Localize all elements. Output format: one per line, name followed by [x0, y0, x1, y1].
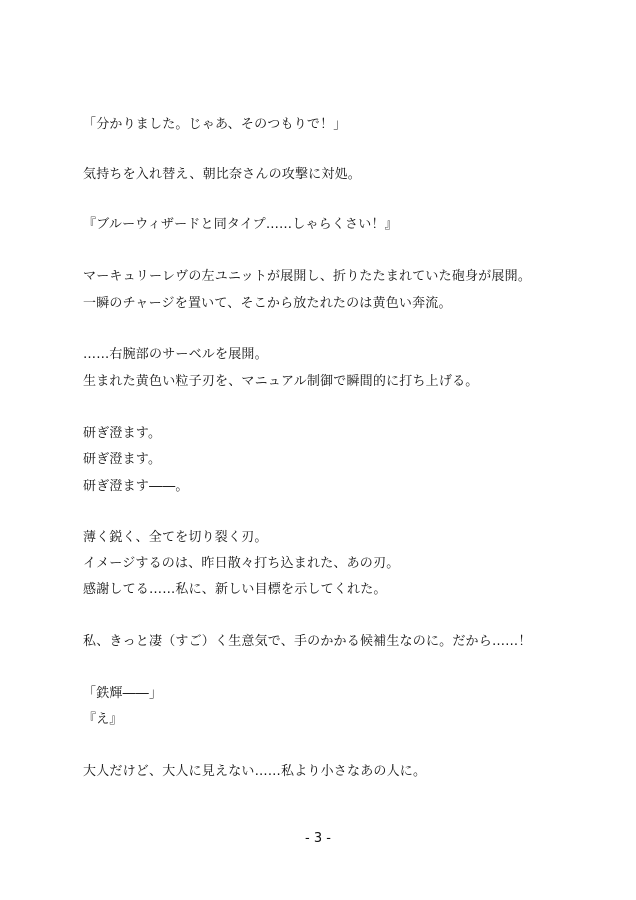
- body-line: 『え』: [83, 712, 123, 727]
- body-line: 感謝してる……私に、新しい目標を示してくれた。: [83, 582, 387, 597]
- body-line: イメージするのは、昨日散々打ち込まれた、あの刃。: [83, 556, 400, 571]
- body-line: 生まれた黄色い粒子刃を、マニュアル制御で瞬間的に打ち上げる。: [83, 374, 479, 389]
- body-line: マーキュリーレヴの左ユニットが展開し、折りたたまれていた砲身が展開。: [83, 269, 532, 284]
- body-line: 薄く鋭く、全てを切り裂く刃。: [83, 530, 268, 545]
- page-number: - 3 -: [305, 831, 331, 846]
- body-line: ……右腕部のサーベルを展開。: [83, 347, 268, 362]
- body-line: 『ブルーウィザードと同タイプ……しゃらくさい！』: [83, 217, 398, 232]
- body-line: 研ぎ澄ます――。: [83, 479, 189, 494]
- body-line: 気持ちを入れ替え、朝比奈さんの攻撃に対処。: [83, 167, 361, 182]
- body-line: 「分かりました。じゃあ、そのつもりで！」: [83, 117, 347, 132]
- body-line: 研ぎ澄ます。: [83, 452, 162, 467]
- body-line: 私、きっと凄（すご）く生意気で、手のかかる候補生なのに。だから……！: [83, 634, 532, 649]
- body-line: 研ぎ澄ます。: [83, 426, 162, 441]
- body-line: 「鉄輝――」: [83, 686, 163, 701]
- body-line: 大人だけど、大人に見えない……私より小さなあの人に。: [83, 764, 427, 779]
- body-line: 一瞬のチャージを置いて、そこから放たれたのは黄色い奔流。: [83, 296, 452, 311]
